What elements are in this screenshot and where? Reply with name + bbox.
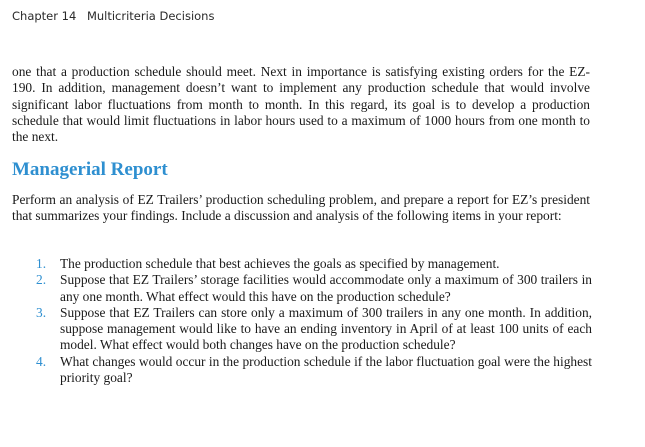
list-item-text: Suppose that EZ Trailers can store only a maximum of 300 trailers in any one month. In addition, suppose management would like to have an ending inventory in April of at least 100 units of each model. What effect would both changes have on the production schedule? xyxy=(60,304,592,353)
list-item-text: The production schedule that best achieves the goals as specified by management. xyxy=(60,256,500,271)
chapter-title: Multicriteria Decisions xyxy=(86,9,215,23)
list-item xyxy=(36,354,592,387)
list-item xyxy=(36,272,592,305)
chapter-number: Chapter 14 xyxy=(12,9,77,23)
list-item-text: Suppose that EZ Trailers’ storage facilities would accommodate only a maximum of 300 trailers in any one month. What effect would this have on the production schedule? xyxy=(60,272,592,304)
report-items-list xyxy=(36,256,592,386)
list-item-number: 3. xyxy=(36,304,47,320)
list-item-number: 2. xyxy=(36,272,47,288)
section-heading: Managerial Report xyxy=(12,159,168,180)
list-item-number: 1. xyxy=(36,256,47,271)
running-head xyxy=(12,9,214,23)
intro-paragraph: one that a production schedule should meet. Next in importance is satisfying existing orders for the EZ-190. In addition, management doesn’t want to implement any production schedule that would involve significant labor fluctuations from month to month. In this regard, its goal is to develop a production schedule that would limit fluctuations in labor hours used to a maximum of 1000 hours from one month to the next. xyxy=(12,64,590,145)
list-item-number: 4. xyxy=(36,353,47,369)
report-instructions-paragraph: Perform an analysis of EZ Trailers’ production scheduling problem, and prepare a report for EZ’s president that summarizes your findings. Include a discussion and analysis of the following items in your report: xyxy=(12,192,590,224)
list-item xyxy=(36,256,592,272)
list-item-text: What changes would occur in the production schedule if the labor fluctuation goal were the highest priority goal? xyxy=(60,353,592,386)
list-item xyxy=(36,305,592,354)
